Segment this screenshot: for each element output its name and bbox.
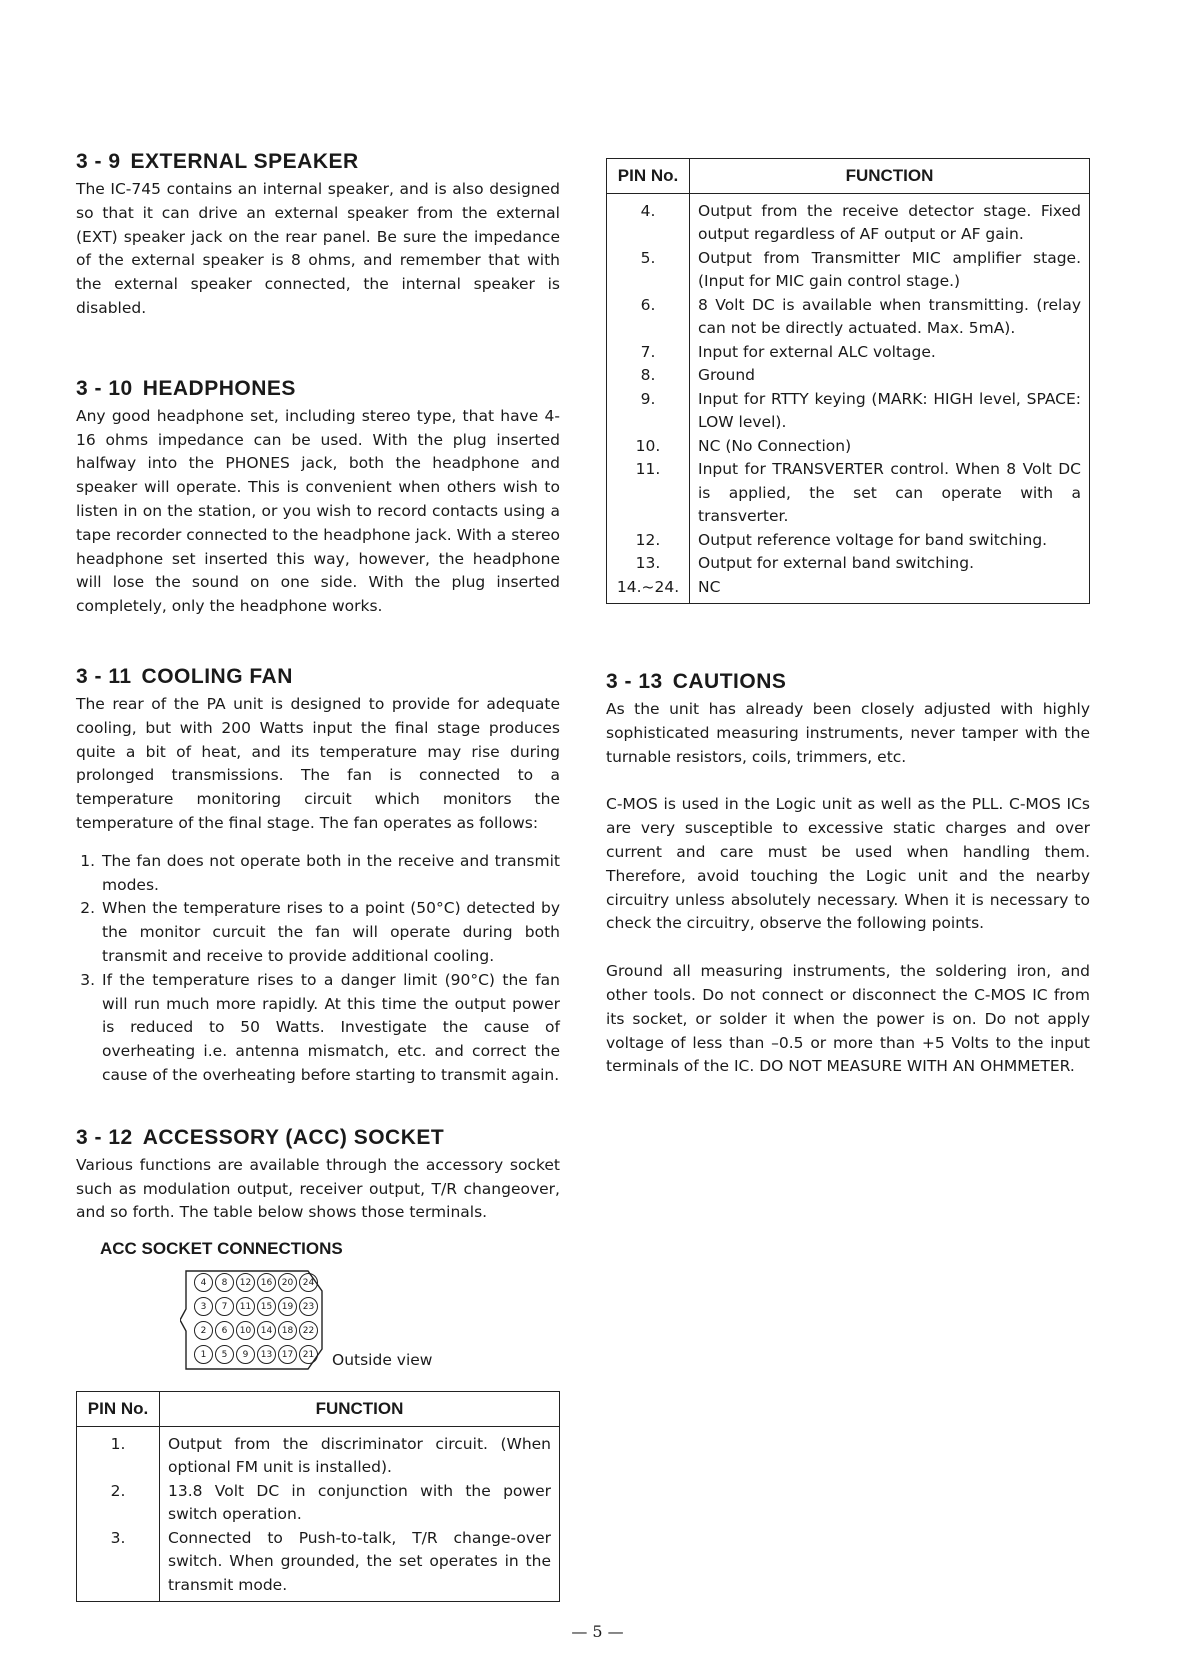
- table-row: [607, 552, 1090, 576]
- section-heading: [76, 665, 560, 689]
- table-row: [607, 576, 1090, 604]
- pin-function: Output for external band switching.: [690, 552, 1090, 576]
- section-heading: [76, 1126, 560, 1150]
- section-title: COOLING FAN: [141, 664, 293, 688]
- section-body: As the unit has already been closely adjusted with highly sophisticated measuring instruments, never tamper with the turnable resistors, coils, trimmers, etc.: [606, 700, 1090, 766]
- socket-pin: 3: [194, 1297, 213, 1316]
- left-column: [76, 150, 560, 1628]
- pin-number: 7.: [607, 341, 690, 365]
- socket-pin: 1: [194, 1345, 213, 1364]
- table-row: [607, 458, 1090, 529]
- socket-pin: 16: [257, 1273, 276, 1292]
- section-number: 3 - 12: [76, 1125, 133, 1149]
- socket-pin: 24: [299, 1273, 318, 1292]
- table-header-row: [77, 1392, 560, 1427]
- section-title: ACCESSORY (ACC) SOCKET: [142, 1125, 445, 1149]
- section-heading: [76, 377, 560, 401]
- socket-pin: 19: [278, 1297, 297, 1316]
- socket-pin: 9: [236, 1345, 255, 1364]
- fan-operation-list: [76, 850, 560, 1088]
- socket-pin: 7: [215, 1297, 234, 1316]
- socket-pin: 13: [257, 1345, 276, 1364]
- pin-number: 14.~24.: [607, 576, 690, 604]
- pin-function: 13.8 Volt DC in conjunction with the power switch operation.: [160, 1480, 560, 1527]
- table-row: [607, 294, 1090, 341]
- section-cooling-fan: [76, 665, 560, 1088]
- pin-number: 6.: [607, 294, 690, 341]
- pin-function: NC (No Connection): [690, 435, 1090, 459]
- list-item: 2. When the temperature rises to a point (50°C) detected by the monitor curcuit the fan will operate during both transmit and receive to provide additional cooling.: [100, 897, 560, 968]
- pin-number: 12.: [607, 529, 690, 553]
- pin-function: NC: [690, 576, 1090, 604]
- socket-pin-row: [194, 1297, 318, 1316]
- pin-number: 4.: [607, 193, 690, 247]
- pin-number: 2.: [77, 1480, 160, 1527]
- section-headphones: [76, 377, 560, 619]
- table-row: [77, 1426, 560, 1480]
- pin-function: Connected to Push-to-talk, T/R change-over switch. When grounded, the set operates in the transmit mode.: [160, 1527, 560, 1602]
- socket-pin: 15: [257, 1297, 276, 1316]
- pin-table-left: [76, 1391, 560, 1602]
- table-row: [607, 341, 1090, 365]
- pin-number: 11.: [607, 458, 690, 529]
- socket-connections-heading: ACC SOCKET CONNECTIONS: [100, 1239, 343, 1259]
- socket-diagram-wrap: [180, 1269, 560, 1371]
- section-title: CAUTIONS: [672, 670, 787, 693]
- pin-function: Input for TRANSVERTER control. When 8 Volt DC is applied, the set can operate with a transverter.: [690, 458, 1090, 529]
- socket-pin: 21: [299, 1345, 318, 1364]
- function-column-header: FUNCTION: [690, 159, 1090, 194]
- list-item: 1. The fan does not operate both in the receive and transmit modes.: [100, 850, 560, 898]
- section-accessory-socket: [76, 1126, 560, 1602]
- pin-function: Output from Transmitter MIC amplifier stage. (Input for MIC gain control stage.): [690, 247, 1090, 294]
- table-row: [607, 247, 1090, 294]
- list-item: 3. If the temperature rises to a danger limit (90°C) the fan will run much more rapidly. At this time the output power is reduced to 50 Watts. Investigate the cause of overheating i.e. antenna mismatch, etc. and correct the cause of the overheating before starting to transmit again.: [100, 969, 560, 1088]
- section-body: The IC-745 contains an internal speaker, and is also designed so that it can drive an external speaker from the external (EXT) speaker jack on the rear panel. Be sure the impedance of the external speaker is 8 ohms, and remember that with the external speaker connected, the internal speaker is disabled.: [76, 180, 560, 317]
- pin-number: 9.: [607, 388, 690, 435]
- pin-column-header: PIN No.: [77, 1392, 160, 1427]
- section-number: 3 - 9: [76, 150, 121, 173]
- right-column: [606, 158, 1090, 1105]
- socket-pin: 17: [278, 1345, 297, 1364]
- socket-pin: 22: [299, 1321, 318, 1340]
- socket-pin: 18: [278, 1321, 297, 1340]
- pin-function: Input for RTTY keying (MARK: HIGH level, SPACE: LOW level).: [690, 388, 1090, 435]
- socket-pin-row: [194, 1345, 318, 1364]
- pin-column-header: PIN No.: [607, 159, 690, 194]
- section-heading: [606, 670, 1090, 694]
- section-body: Various functions are available through the accessory socket such as modulation output, receiver output, T/R changeover, and so forth. The table below shows those terminals.: [76, 1155, 560, 1222]
- table-row: [77, 1527, 560, 1602]
- section-number: 3 - 13: [606, 670, 663, 693]
- socket-pin: 10: [236, 1321, 255, 1340]
- table-row: [607, 193, 1090, 247]
- socket-pin: 4: [194, 1273, 213, 1292]
- pin-number: 10.: [607, 435, 690, 459]
- pin-function: Ground: [690, 364, 1090, 388]
- socket-pin-row: [194, 1321, 318, 1340]
- function-column-header: FUNCTION: [160, 1392, 560, 1427]
- socket-pin: 20: [278, 1273, 297, 1292]
- pin-table-right: [606, 158, 1090, 604]
- pin-function: 8 Volt DC is available when transmitting. (relay can not be directly actuated. Max. 5mA).: [690, 294, 1090, 341]
- section-body: C-MOS is used in the Logic unit as well as the PLL. C-MOS ICs are very susceptible to excessive static charges and over current and care must be used when handling them. Therefore, avoid touching the Logic unit and the nearby circuitry unless absolutely necessary. When it is necessary to check the circuitry, observe the following points.: [606, 795, 1090, 933]
- section-cautions: [606, 670, 1090, 1079]
- socket-pin-row: [194, 1273, 318, 1292]
- acc-socket-diagram: [180, 1269, 324, 1371]
- pin-function: Output from the receive detector stage. Fixed output regardless of AF output or AF gain.: [690, 193, 1090, 247]
- table-row: [77, 1480, 560, 1527]
- socket-pin: 11: [236, 1297, 255, 1316]
- section-external-speaker: [76, 150, 560, 321]
- section-number: 3 - 11: [76, 664, 132, 688]
- pin-function: Output from the discriminator circuit. (When optional FM unit is installed).: [160, 1426, 560, 1480]
- table-row: [607, 529, 1090, 553]
- section-body: Ground all measuring instruments, the soldering iron, and other tools. Do not connect or disconnect the C-MOS IC from its socket, or solder it when the power is on. Do not apply voltage of less than –0.5 or more than +5 Volts to the input terminals of the IC. DO NOT MEASURE WITH AN OHMMETER.: [606, 962, 1090, 1076]
- pin-number: 3.: [77, 1527, 160, 1602]
- section-title: HEADPHONES: [142, 376, 296, 400]
- socket-pin: 5: [215, 1345, 234, 1364]
- section-body: The rear of the PA unit is designed to provide for adequate cooling, but with 200 Watts input the final stage produces quite a bit of heat, and its temperature may rise during prolonged transmissions. The fan is connected to a temperature monitoring circuit which monitors the temperature of the final stage. The fan operates as follows:: [76, 694, 560, 832]
- socket-pin: 2: [194, 1321, 213, 1340]
- page-number: — 5 —: [571, 1622, 624, 1641]
- table-header-row: [607, 159, 1090, 194]
- socket-pin: 23: [299, 1297, 318, 1316]
- socket-pin: 14: [257, 1321, 276, 1340]
- table-row: [607, 364, 1090, 388]
- section-body: Any good headphone set, including stereo type, that have 4-16 ohms impedance can be used. With the plug inserted halfway into the PHONES jack, both the headphone and speaker will operate. This is convenient when others wish to listen in on the station, or you wish to record contacts using a tape recorder connected to the headphone jack. With a stereo headphone set inserted this way, however, the headphone will lose the sound on one side. With the plug inserted completely, only the headphone works.: [76, 406, 560, 616]
- pin-number: 5.: [607, 247, 690, 294]
- socket-pin: 12: [236, 1273, 255, 1292]
- section-heading: [76, 150, 560, 174]
- pin-number: 13.: [607, 552, 690, 576]
- socket-pin: 8: [215, 1273, 234, 1292]
- socket-pin: 6: [215, 1321, 234, 1340]
- section-title: EXTERNAL SPEAKER: [130, 150, 359, 173]
- table-row: [607, 388, 1090, 435]
- section-number: 3 - 10: [76, 376, 133, 400]
- table-row: [607, 435, 1090, 459]
- pin-number: 1.: [77, 1426, 160, 1480]
- pin-function: Input for external ALC voltage.: [690, 341, 1090, 365]
- pin-function: Output reference voltage for band switching.: [690, 529, 1090, 553]
- socket-caption: Outside view: [332, 1351, 433, 1370]
- pin-number: 8.: [607, 364, 690, 388]
